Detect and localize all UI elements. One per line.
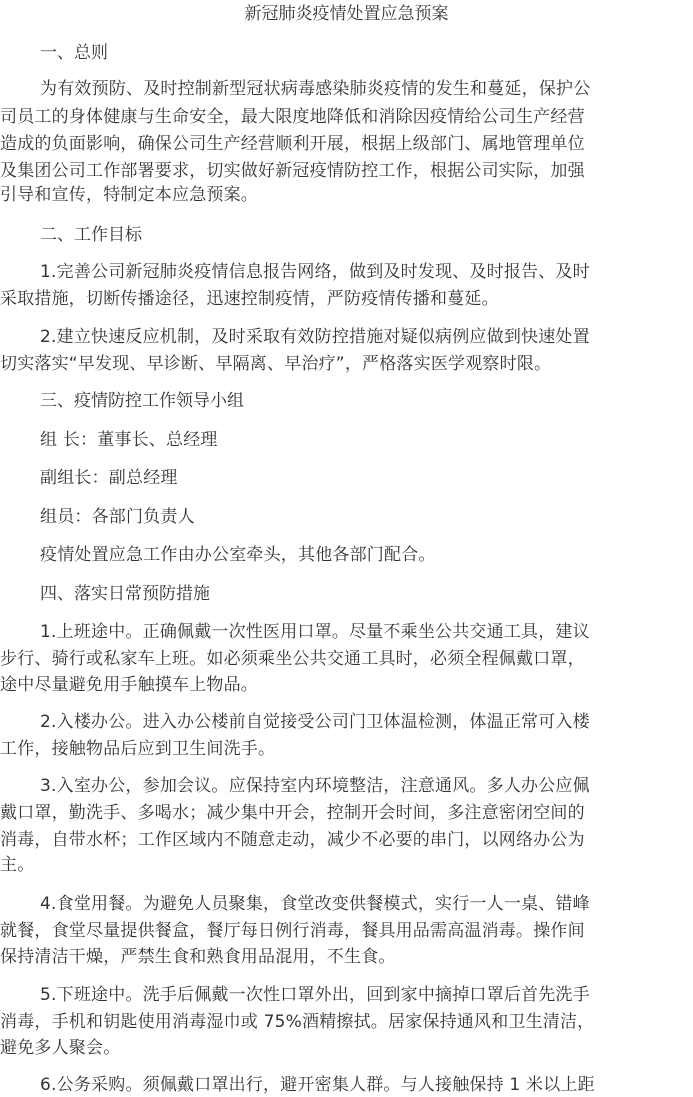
paragraph-line: 途中尽量避免用手触摸车上物品。 bbox=[0, 675, 258, 695]
paragraph-line: 保持清洁干燥，严禁生食和熟食用品混用，不生食。 bbox=[0, 947, 396, 967]
paragraph-line: 引导和宣传，特制定本应急预案。 bbox=[0, 185, 258, 205]
section-heading-general: 一、总则 bbox=[40, 43, 108, 63]
coordination-note: 疫情处置应急工作由办公室牵头，其他各部门配合。 bbox=[40, 545, 436, 565]
paragraph-line: 4.食堂用餐。为避免人员聚集，食堂改变供餐模式，实行一人一桌、错峰 bbox=[40, 894, 590, 914]
paragraph-line: 2.建立快速反应机制，及时采取有效防控措施对疑似病例应做到快速处置 bbox=[40, 327, 590, 347]
paragraph-line: 1.上班途中。正确佩戴一次性医用口罩。尽量不乘坐公共交通工具，建议 bbox=[40, 622, 590, 642]
paragraph-line: 消毒，手机和钥匙使用消毒湿巾或 75%酒精擦拭。居家保持通风和卫生清洁， bbox=[0, 1012, 595, 1032]
paragraph-line: 避免多人聚会。 bbox=[0, 1038, 121, 1058]
paragraph-line: 3.入室办公，参加会议。应保持室内环境整洁，注意通风。多人办公应佩 bbox=[40, 776, 590, 796]
paragraph-line: 为有效预防、及时控制新型冠状病毒感染肺炎疫情的发生和蔓延，保护公 bbox=[40, 79, 591, 99]
paragraph-line: 司员工的身体健康与生命安全，最大限度地降低和消除因疫情给公司生产经营 bbox=[0, 107, 585, 127]
paragraph-line: 6.公务采购。须佩戴口罩出行，避开密集人群。与人接触保持 1 米以上距 bbox=[40, 1075, 595, 1095]
members-line: 组员：各部门负责人 bbox=[40, 507, 195, 527]
paragraph-line: 戴口罩，勤洗手、多喝水；减少集中开会，控制开会时间，多注意密闭空间的 bbox=[0, 803, 585, 823]
section-heading-leadership: 三、疫情防控工作领导小组 bbox=[40, 391, 244, 411]
section-heading-prevention: 四、落实日常预防措施 bbox=[40, 584, 210, 604]
paragraph-line: 采取措施，切断传播途径，迅速控制疫情，严防疫情传播和蔓延。 bbox=[0, 289, 499, 309]
paragraph-line: 1.完善公司新冠肺炎疫情信息报告网络，做到及时发现、及时报告、及时 bbox=[40, 262, 590, 282]
paragraph-line: 2.入楼办公。进入办公楼前自觉接受公司门卫体温检测，体温正常可入楼 bbox=[40, 712, 590, 732]
paragraph-line: 主。 bbox=[0, 855, 35, 875]
paragraph-line: 切实落实“早发现、早诊断、早隔离、早治疗”，严格落实医学观察时限。 bbox=[0, 354, 552, 374]
deputy-leader-line: 副组长：副总经理 bbox=[40, 468, 178, 488]
paragraph-line: 5.下班途中。洗手后佩戴一次性口罩外出，回到家中摘掉口罩后首先洗手 bbox=[40, 985, 590, 1005]
paragraph-line: 造成的负面影响，确保公司生产经营顺利开展，根据上级部门、属地管理单位 bbox=[0, 134, 585, 154]
paragraph-line: 工作，接触物品后应到卫生间洗手。 bbox=[0, 739, 276, 759]
paragraph-line: 就餐，食堂尽量提供餐盒，餐厅每日例行消毒，餐具用品需高温消毒。操作间 bbox=[0, 921, 585, 941]
section-heading-goals: 二、工作目标 bbox=[40, 225, 142, 245]
paragraph-line: 及集团公司工作部署要求，切实做好新冠疫情防控工作，根据公司实际，加强 bbox=[0, 161, 585, 181]
paragraph-line: 消毒，自带水杯；工作区域内不随意走动，减少不必要的串门，以网络办公为 bbox=[0, 830, 585, 850]
paragraph-line: 步行、骑行或私家车上班。如必须乘坐公共交通工具时，必须全程佩戴口罩， bbox=[0, 649, 585, 669]
document-title: 新冠肺炎疫情处置应急预案 bbox=[244, 4, 449, 24]
leader-line: 组 长：董事长、总经理 bbox=[40, 430, 218, 450]
